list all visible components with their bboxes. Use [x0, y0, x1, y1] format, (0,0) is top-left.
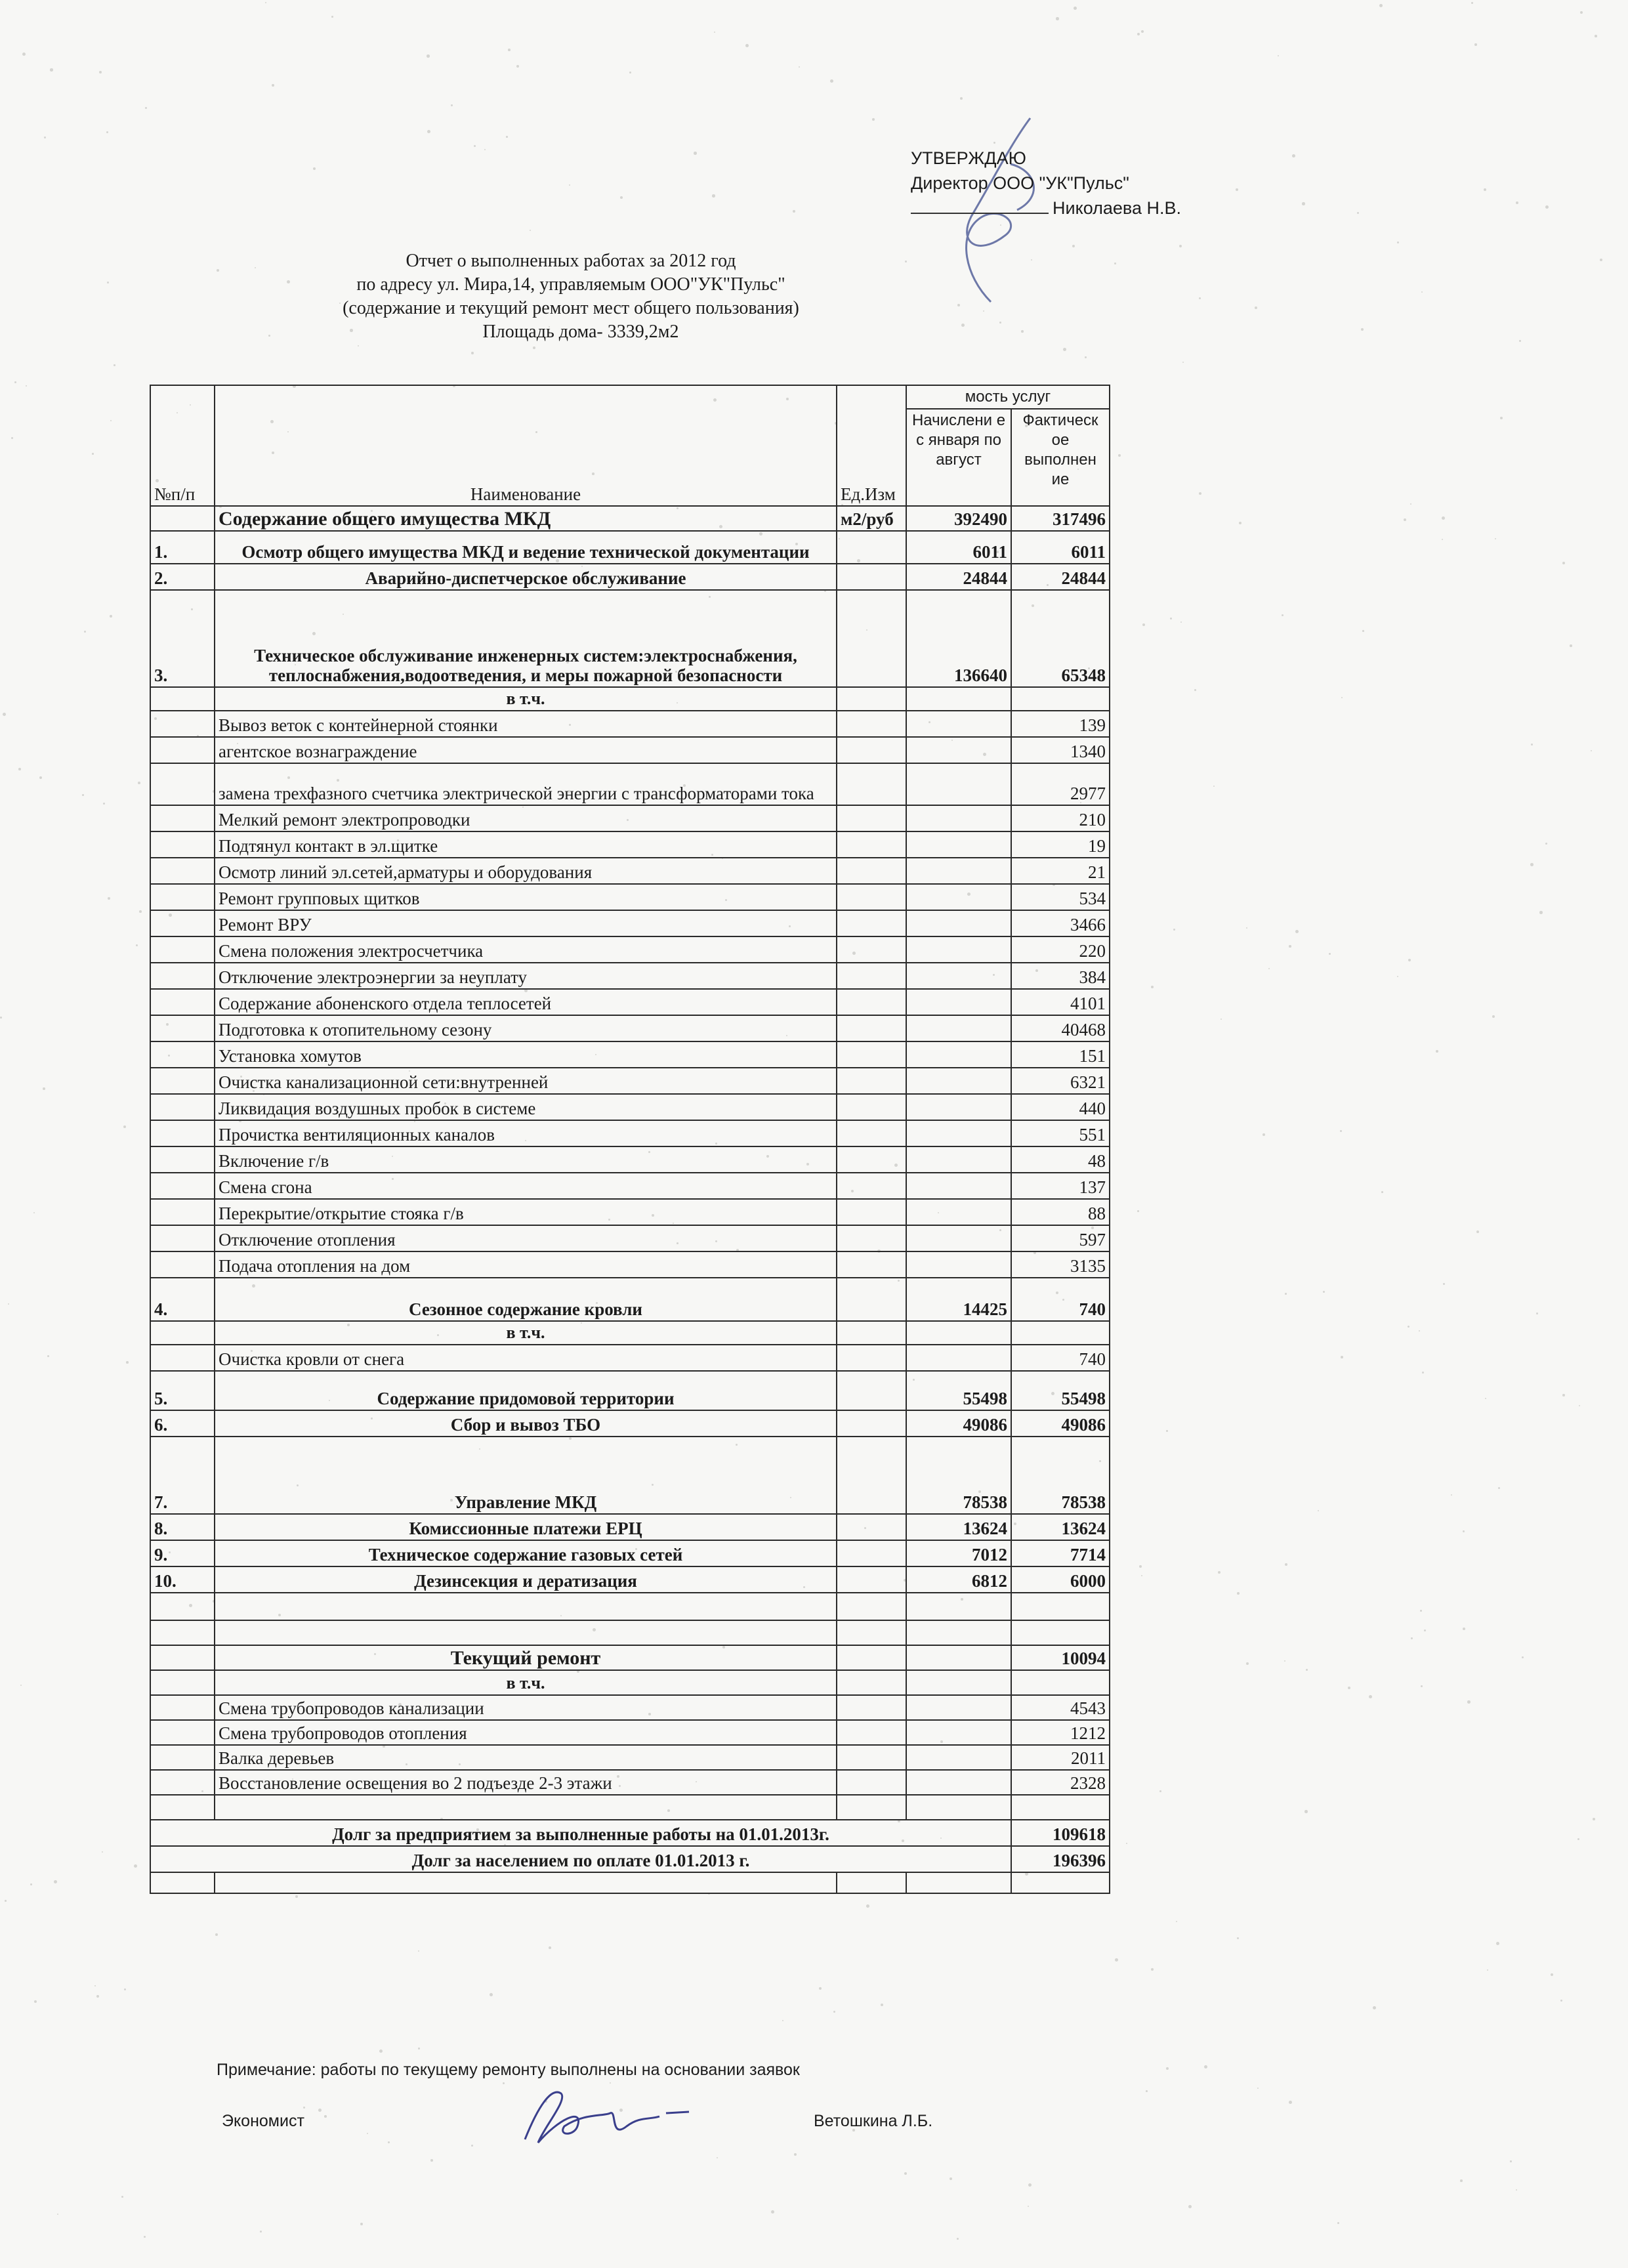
table-row	[150, 1278, 1110, 1321]
row-num	[150, 1795, 215, 1820]
row-unit	[837, 1371, 906, 1410]
row-charged: 392490	[906, 506, 1011, 531]
row-actual: 65348	[1011, 590, 1110, 687]
row-name: Ликвидация воздушных пробок в системе	[215, 1094, 837, 1120]
row-charged	[906, 1321, 1011, 1345]
economist-role: Экономист	[222, 2112, 304, 2130]
row-actual: 1212	[1011, 1720, 1110, 1745]
row-num: 5.	[150, 1371, 215, 1410]
table-row	[150, 1695, 1110, 1720]
row-unit	[837, 1514, 906, 1540]
director-title: Директор ООО "УК"Пульс"	[911, 173, 1129, 193]
row-name: Подтянул контакт в эл.щитке	[215, 831, 837, 858]
row-unit	[837, 963, 906, 989]
row-unit	[837, 858, 906, 884]
row-actual: 597	[1011, 1225, 1110, 1251]
row-charged	[906, 1593, 1011, 1620]
row-actual: 317496	[1011, 506, 1110, 531]
row-charged	[906, 936, 1011, 963]
row-name: Подача отопления на дом	[215, 1251, 837, 1278]
row-num	[150, 737, 215, 763]
row-actual: 440	[1011, 1094, 1110, 1120]
row-name: Смена сгона	[215, 1173, 837, 1199]
header-num: №п/п	[150, 385, 215, 506]
row-actual: 151	[1011, 1041, 1110, 1068]
row-num	[150, 1199, 215, 1225]
table-row	[150, 711, 1110, 737]
row-actual: 4543	[1011, 1695, 1110, 1720]
row-name: Дезинсекция и дератизация	[215, 1566, 837, 1593]
table-row	[150, 687, 1110, 711]
row-num	[150, 858, 215, 884]
row-charged: 55498	[906, 1371, 1011, 1410]
row-actual	[1011, 1321, 1110, 1345]
table-row	[150, 1720, 1110, 1745]
row-num	[150, 1120, 215, 1146]
row-actual: 210	[1011, 805, 1110, 831]
table-row	[150, 1795, 1110, 1820]
table-row	[150, 963, 1110, 989]
table-row	[150, 1041, 1110, 1068]
row-charged	[906, 1094, 1011, 1120]
row-actual: 40468	[1011, 1015, 1110, 1041]
row-name: Долг за предприятием за выполненные работы на 01.01.2013г.	[150, 1820, 1011, 1846]
economist-signature	[512, 2080, 709, 2152]
row-actual: 78538	[1011, 1437, 1110, 1514]
table-row	[150, 1410, 1110, 1437]
row-unit	[837, 1670, 906, 1695]
row-charged	[906, 1720, 1011, 1745]
table-row	[150, 989, 1110, 1015]
row-charged	[906, 1225, 1011, 1251]
row-actual: 7714	[1011, 1540, 1110, 1566]
row-name: Очистка канализационной сети:внутренней	[215, 1068, 837, 1094]
signature-blank	[911, 196, 1049, 214]
approve-word: УТВЕРЖДАЮ	[911, 148, 1026, 168]
row-num: 2.	[150, 564, 215, 590]
row-name: Аварийно-диспетчерское обслуживание	[215, 564, 837, 590]
row-name: Перекрытие/открытие стояка г/в	[215, 1199, 837, 1225]
row-unit	[837, 1566, 906, 1593]
row-charged	[906, 1146, 1011, 1173]
row-name: Вывоз веток с контейнерной стоянки	[215, 711, 837, 737]
row-actual: 551	[1011, 1120, 1110, 1146]
row-charged	[906, 1068, 1011, 1094]
row-num	[150, 1645, 215, 1670]
row-num: 9.	[150, 1540, 215, 1566]
table-row	[150, 1770, 1110, 1795]
row-name: Содержание абоненского отдела теплосетей	[215, 989, 837, 1015]
row-charged: 78538	[906, 1437, 1011, 1514]
row-num	[150, 1173, 215, 1199]
row-unit	[837, 1068, 906, 1094]
row-num	[150, 805, 215, 831]
row-unit	[837, 763, 906, 805]
row-unit	[837, 1225, 906, 1251]
row-actual: 534	[1011, 884, 1110, 910]
row-unit	[837, 531, 906, 564]
table-row	[150, 1620, 1110, 1645]
row-actual	[1011, 1872, 1110, 1893]
title-line-3: (содержание и текущий ремонт мест общего пользования)	[343, 298, 799, 318]
row-charged	[906, 989, 1011, 1015]
table-row	[150, 564, 1110, 590]
row-actual: 19	[1011, 831, 1110, 858]
row-num	[150, 763, 215, 805]
row-charged	[906, 687, 1011, 711]
row-name: в т.ч.	[215, 1321, 837, 1345]
table-row	[150, 936, 1110, 963]
row-num	[150, 711, 215, 737]
table-row	[150, 1146, 1110, 1173]
table-row	[150, 884, 1110, 910]
row-name: Техническое обслуживание инженерных систем:электроснабжения, теплоснабжения,водоотведения, и меры пожарной безопасности	[215, 590, 837, 687]
row-charged	[906, 1041, 1011, 1068]
row-unit	[837, 805, 906, 831]
row-actual: 109618	[1011, 1820, 1110, 1846]
row-unit	[837, 1410, 906, 1437]
row-charged	[906, 1251, 1011, 1278]
row-name: Восстановление освещения во 2 подъезде 2-3 этажи	[215, 1770, 837, 1795]
row-charged	[906, 831, 1011, 858]
table-row	[150, 1345, 1110, 1371]
table-row	[150, 1173, 1110, 1199]
table-row	[150, 1437, 1110, 1514]
row-unit	[837, 1345, 906, 1371]
row-actual	[1011, 1620, 1110, 1645]
report-title	[276, 249, 866, 344]
row-unit	[837, 936, 906, 963]
row-name	[215, 1593, 837, 1620]
row-actual: 6321	[1011, 1068, 1110, 1094]
row-num	[150, 1720, 215, 1745]
row-charged	[906, 1695, 1011, 1720]
row-name: Осмотр линий эл.сетей,арматуры и оборудования	[215, 858, 837, 884]
row-num: 1.	[150, 531, 215, 564]
row-unit: м2/руб	[837, 506, 906, 531]
row-actual: 10094	[1011, 1645, 1110, 1670]
row-num	[150, 1146, 215, 1173]
header-row-top	[150, 385, 1110, 409]
row-unit	[837, 1695, 906, 1720]
row-charged	[906, 1872, 1011, 1893]
row-name: Смена трубопроводов канализации	[215, 1695, 837, 1720]
row-actual: 1340	[1011, 737, 1110, 763]
row-charged	[906, 1770, 1011, 1795]
row-unit	[837, 1593, 906, 1620]
row-charged	[906, 1015, 1011, 1041]
row-name: Содержание общего имущества МКД	[215, 506, 837, 531]
row-name: Мелкий ремонт электропроводки	[215, 805, 837, 831]
row-name: Управление МКД	[215, 1437, 837, 1514]
row-num: 6.	[150, 1410, 215, 1437]
table-row	[150, 1225, 1110, 1251]
row-charged: 6011	[906, 531, 1011, 564]
row-num	[150, 1068, 215, 1094]
row-num	[150, 936, 215, 963]
row-unit	[837, 884, 906, 910]
table-row	[150, 1745, 1110, 1770]
row-num	[150, 1745, 215, 1770]
row-charged	[906, 1345, 1011, 1371]
row-charged: 6812	[906, 1566, 1011, 1593]
row-unit	[837, 1620, 906, 1645]
row-actual	[1011, 1670, 1110, 1695]
row-unit	[837, 1251, 906, 1278]
table-row	[150, 910, 1110, 936]
row-actual: 740	[1011, 1345, 1110, 1371]
table-row	[150, 1645, 1110, 1670]
row-actual: 220	[1011, 936, 1110, 963]
table-row	[150, 590, 1110, 687]
row-unit	[837, 1321, 906, 1345]
header-unit: Ед.Изм	[837, 385, 906, 506]
row-charged	[906, 1795, 1011, 1820]
header-name: Наименование	[215, 385, 837, 506]
row-num	[150, 963, 215, 989]
table-row	[150, 1321, 1110, 1345]
row-num	[150, 1620, 215, 1645]
row-charged: 136640	[906, 590, 1011, 687]
row-name: Смена положения электросчетчика	[215, 936, 837, 963]
row-unit	[837, 564, 906, 590]
row-name: Очистка кровли от снега	[215, 1345, 837, 1371]
row-unit	[837, 1872, 906, 1893]
table-row	[150, 1068, 1110, 1094]
row-num	[150, 1041, 215, 1068]
row-actual: 24844	[1011, 564, 1110, 590]
header-actual: Фактическ ое выполнен ие	[1011, 409, 1110, 506]
row-name: в т.ч.	[215, 1670, 837, 1695]
table-row	[150, 1120, 1110, 1146]
row-num	[150, 1251, 215, 1278]
row-actual: 196396	[1011, 1846, 1110, 1872]
row-num: 7.	[150, 1437, 215, 1514]
row-name: в т.ч.	[215, 687, 837, 711]
row-charged	[906, 1620, 1011, 1645]
row-num	[150, 910, 215, 936]
row-num	[150, 1345, 215, 1371]
title-line-2: по адресу ул. Мира,14, управляемым ООО"УК"Пульс"	[356, 274, 785, 295]
row-actual: 2977	[1011, 763, 1110, 805]
row-name	[215, 1795, 837, 1820]
row-name: Отключение отопления	[215, 1225, 837, 1251]
row-unit	[837, 1795, 906, 1820]
row-actual: 139	[1011, 711, 1110, 737]
row-actual: 384	[1011, 963, 1110, 989]
table-row	[150, 506, 1110, 531]
row-unit	[837, 910, 906, 936]
row-name: Смена трубопроводов отопления	[215, 1720, 837, 1745]
row-name: Текущий ремонт	[215, 1645, 837, 1670]
row-num: 8.	[150, 1514, 215, 1540]
row-actual: 3135	[1011, 1251, 1110, 1278]
row-unit	[837, 1278, 906, 1321]
row-charged: 14425	[906, 1278, 1011, 1321]
header-charged: Начислени е с января по август	[906, 409, 1011, 506]
row-charged	[906, 1173, 1011, 1199]
row-name: Сезонное содержание кровли	[215, 1278, 837, 1321]
row-num: 4.	[150, 1278, 215, 1321]
row-name: Прочистка вентиляционных каналов	[215, 1120, 837, 1146]
row-charged: 24844	[906, 564, 1011, 590]
table-row	[150, 1251, 1110, 1278]
table-row	[150, 1820, 1110, 1846]
table-row	[150, 1199, 1110, 1225]
approval-block	[911, 146, 1181, 220]
row-charged: 7012	[906, 1540, 1011, 1566]
row-unit	[837, 989, 906, 1015]
row-unit	[837, 1645, 906, 1670]
row-name	[215, 1872, 837, 1893]
footnote: Примечание: работы по текущему ремонту выполнены на основании заявок	[217, 2061, 800, 2079]
row-charged	[906, 805, 1011, 831]
table-row	[150, 1846, 1110, 1872]
row-actual: 740	[1011, 1278, 1110, 1321]
row-unit	[837, 711, 906, 737]
table-row	[150, 1670, 1110, 1695]
row-name: Включение г/в	[215, 1146, 837, 1173]
row-actual: 49086	[1011, 1410, 1110, 1437]
row-actual: 21	[1011, 858, 1110, 884]
row-charged	[906, 910, 1011, 936]
row-name: замена трехфазного счетчика электрической энергии с трансформаторами тока	[215, 763, 837, 805]
row-charged: 13624	[906, 1514, 1011, 1540]
row-num	[150, 1593, 215, 1620]
row-unit	[837, 1146, 906, 1173]
table-row	[150, 1593, 1110, 1620]
row-num	[150, 1695, 215, 1720]
row-num	[150, 687, 215, 711]
row-actual	[1011, 1795, 1110, 1820]
director-name: Николаева Н.В.	[1053, 198, 1181, 218]
row-name: Валка деревьев	[215, 1745, 837, 1770]
row-unit	[837, 1540, 906, 1566]
row-name: Установка хомутов	[215, 1041, 837, 1068]
row-unit	[837, 737, 906, 763]
row-charged	[906, 711, 1011, 737]
row-name	[215, 1620, 837, 1645]
row-unit	[837, 1770, 906, 1795]
row-charged	[906, 1199, 1011, 1225]
row-num	[150, 1670, 215, 1695]
table-row	[150, 1872, 1110, 1893]
row-name: Сбор и вывоз ТБО	[215, 1410, 837, 1437]
row-charged	[906, 1120, 1011, 1146]
row-charged: 49086	[906, 1410, 1011, 1437]
row-name: агентское вознаграждение	[215, 737, 837, 763]
row-num	[150, 989, 215, 1015]
row-num: 10.	[150, 1566, 215, 1593]
table-row	[150, 1514, 1110, 1540]
row-num	[150, 1872, 215, 1893]
row-num	[150, 1015, 215, 1041]
row-charged	[906, 858, 1011, 884]
row-num	[150, 831, 215, 858]
row-num	[150, 1770, 215, 1795]
row-unit	[837, 1041, 906, 1068]
table-row	[150, 531, 1110, 564]
row-name: Долг за населением по оплате 01.01.2013 г.	[150, 1846, 1011, 1872]
row-unit	[837, 831, 906, 858]
row-actual: 3466	[1011, 910, 1110, 936]
row-name: Комиссионные платежи ЕРЦ	[215, 1514, 837, 1540]
row-actual: 2328	[1011, 1770, 1110, 1795]
row-actual	[1011, 687, 1110, 711]
row-charged	[906, 1645, 1011, 1670]
row-actual: 48	[1011, 1146, 1110, 1173]
row-unit	[837, 687, 906, 711]
row-charged	[906, 763, 1011, 805]
row-name: Подготовка к отопительному сезону	[215, 1015, 837, 1041]
row-unit	[837, 1437, 906, 1514]
row-name: Отключение электроэнергии за неуплату	[215, 963, 837, 989]
table-row	[150, 1015, 1110, 1041]
row-actual	[1011, 1593, 1110, 1620]
table-row	[150, 737, 1110, 763]
table-row	[150, 805, 1110, 831]
row-actual: 4101	[1011, 989, 1110, 1015]
title-line-1: Отчет о выполненных работах за 2012 год	[406, 251, 736, 271]
row-unit	[837, 1015, 906, 1041]
row-actual: 88	[1011, 1199, 1110, 1225]
table-row	[150, 763, 1110, 805]
row-num	[150, 1225, 215, 1251]
row-name: Техническое содержание газовых сетей	[215, 1540, 837, 1566]
row-charged	[906, 1670, 1011, 1695]
row-unit	[837, 1120, 906, 1146]
row-num: 3.	[150, 590, 215, 687]
row-actual: 6000	[1011, 1566, 1110, 1593]
row-charged	[906, 884, 1011, 910]
economist-name: Ветошкина Л.Б.	[814, 2112, 933, 2130]
director-sign-line	[911, 196, 1181, 220]
row-name: Содержание придомовой территории	[215, 1371, 837, 1410]
header-cost-group: мость услуг	[906, 385, 1110, 409]
row-name: Осмотр общего имущества МКД и ведение технической документации	[215, 531, 837, 564]
table-row	[150, 1566, 1110, 1593]
row-charged	[906, 963, 1011, 989]
table-row	[150, 1371, 1110, 1410]
row-actual: 137	[1011, 1173, 1110, 1199]
row-num	[150, 1094, 215, 1120]
row-num	[150, 506, 215, 531]
table-row	[150, 858, 1110, 884]
table-row	[150, 1094, 1110, 1120]
row-name: Ремонт групповых щитков	[215, 884, 837, 910]
row-charged	[906, 1745, 1011, 1770]
row-num	[150, 1321, 215, 1345]
title-line-4: Площадь дома- 3339,2м2	[482, 322, 679, 342]
row-actual: 2011	[1011, 1745, 1110, 1770]
row-actual: 55498	[1011, 1371, 1110, 1410]
row-unit	[837, 1720, 906, 1745]
row-unit	[837, 590, 906, 687]
row-actual: 13624	[1011, 1514, 1110, 1540]
row-unit	[837, 1094, 906, 1120]
row-charged	[906, 737, 1011, 763]
row-num	[150, 884, 215, 910]
row-actual: 6011	[1011, 531, 1110, 564]
report-table	[150, 385, 1110, 1894]
table-row	[150, 1540, 1110, 1566]
row-unit	[837, 1173, 906, 1199]
row-unit	[837, 1199, 906, 1225]
row-name: Ремонт ВРУ	[215, 910, 837, 936]
table-row	[150, 831, 1110, 858]
row-unit	[837, 1745, 906, 1770]
